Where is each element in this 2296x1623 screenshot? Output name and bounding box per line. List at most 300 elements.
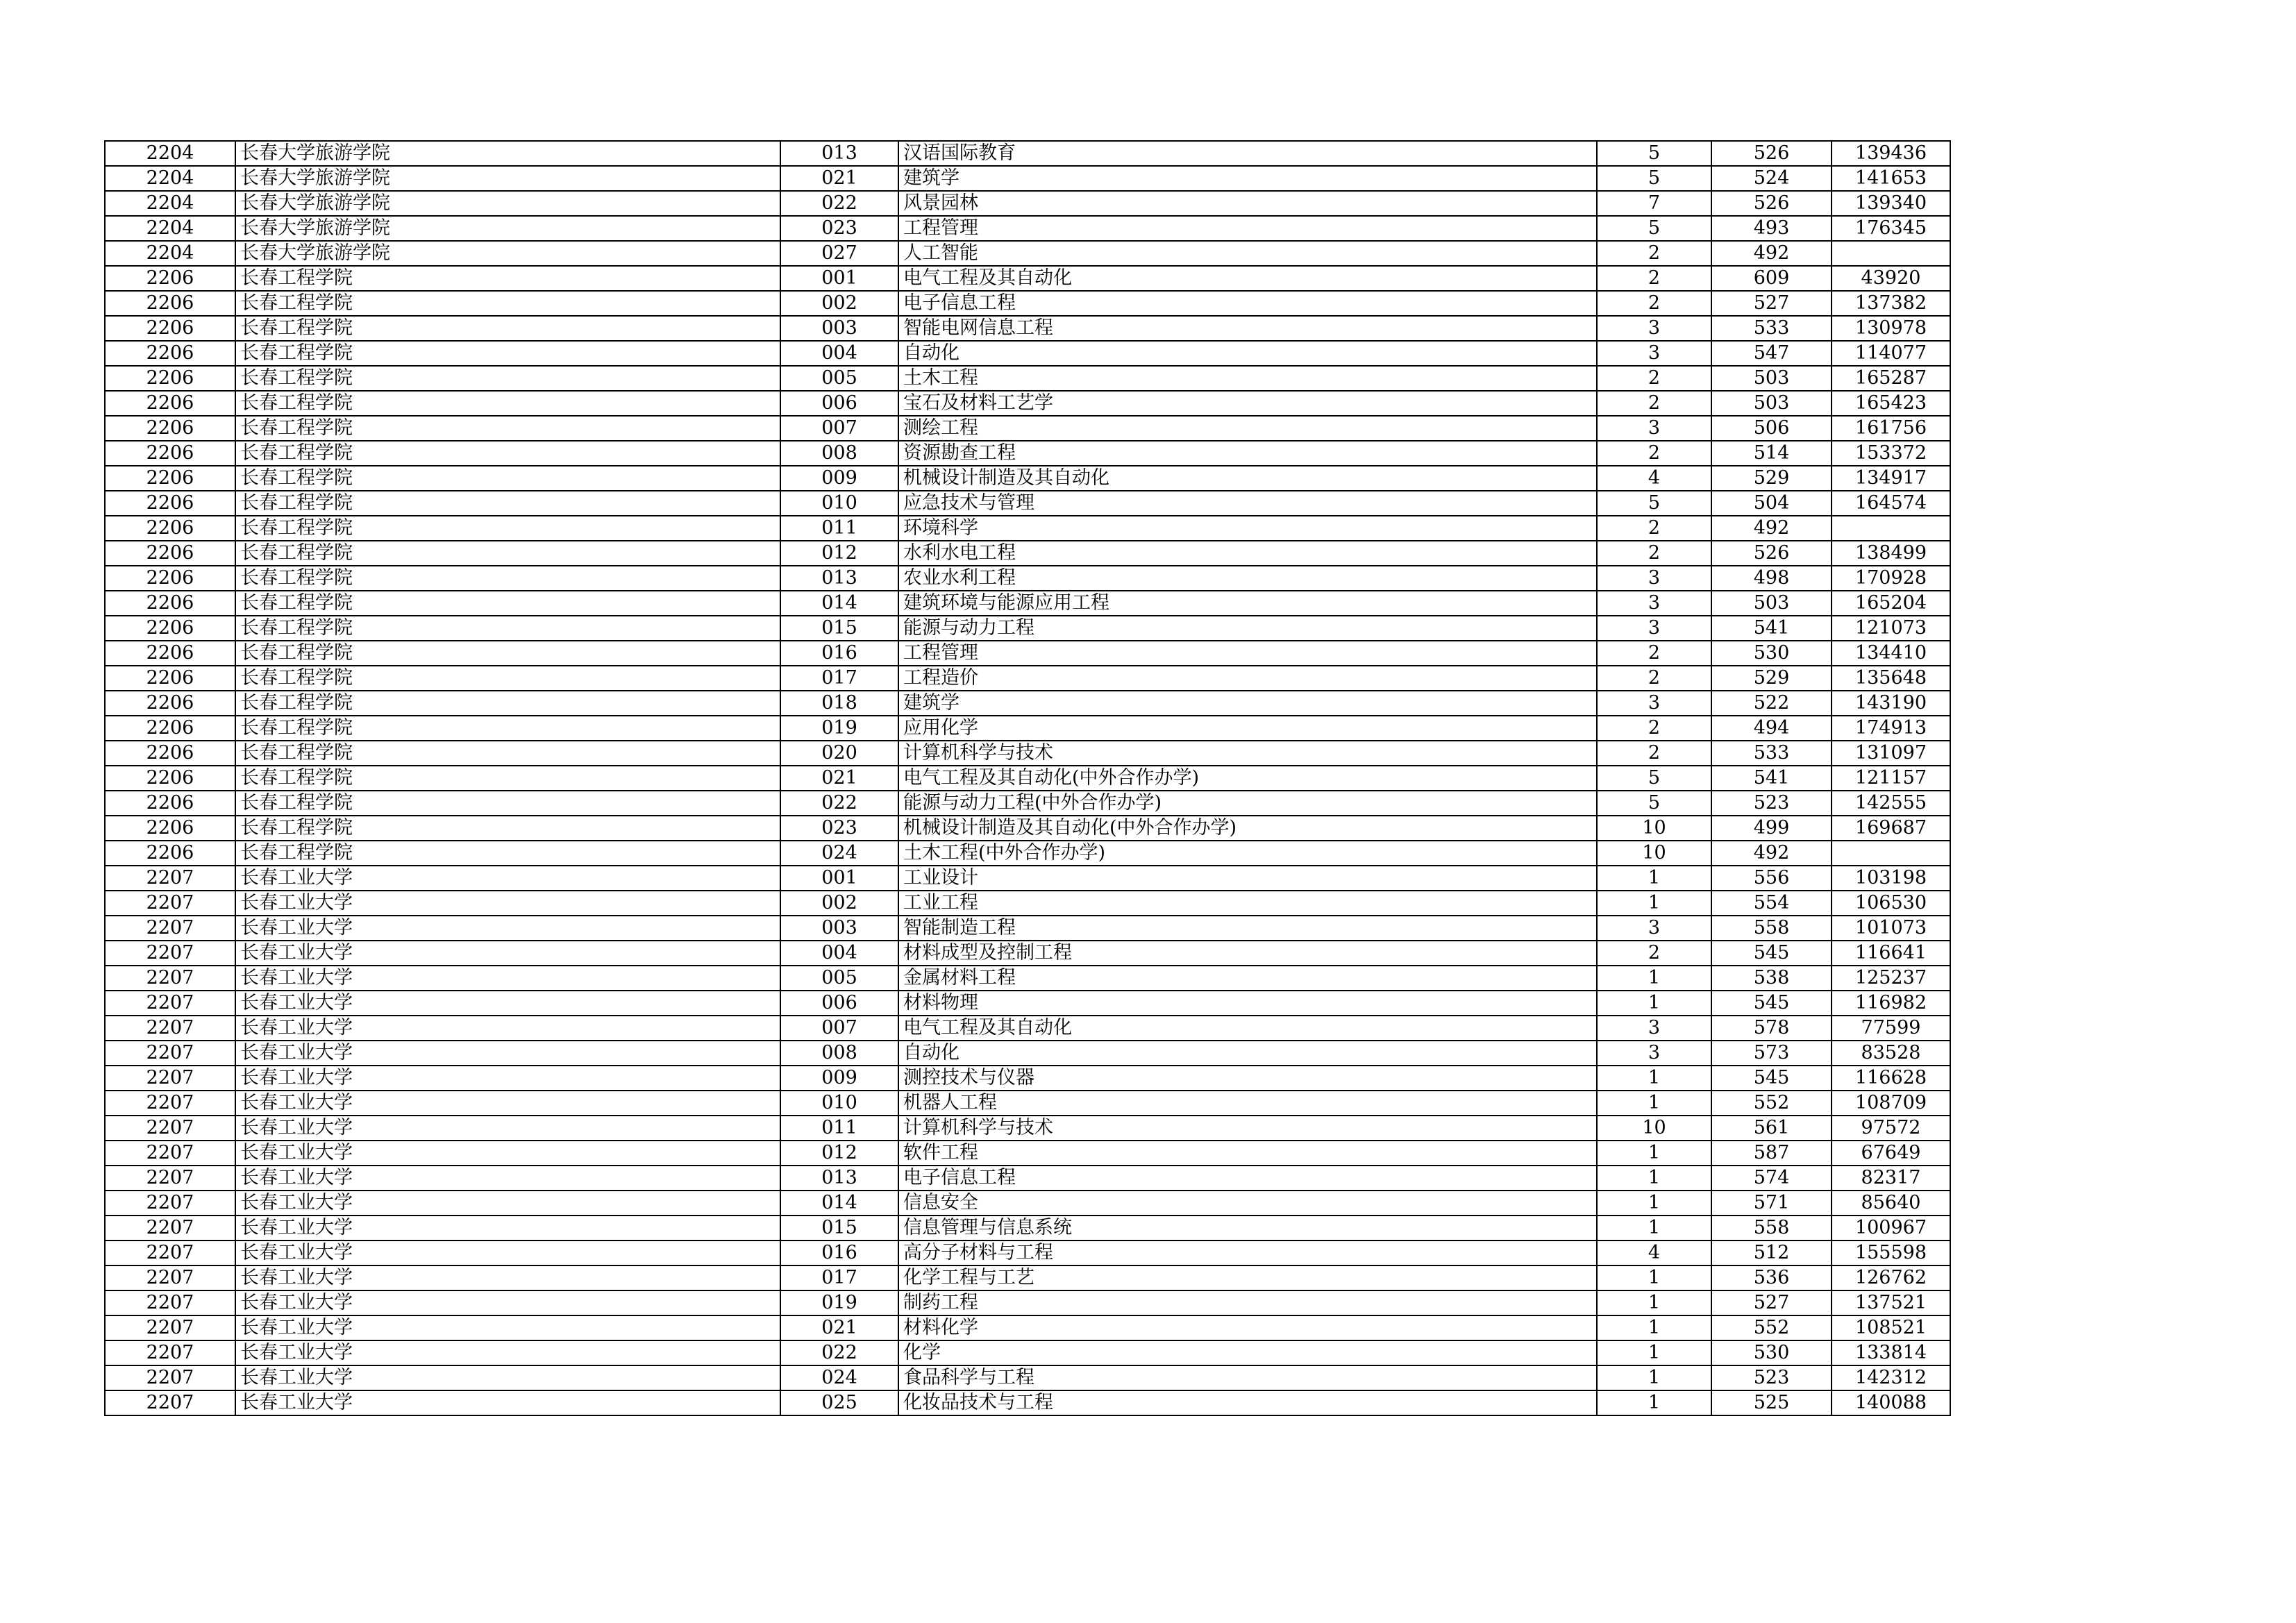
school-code-cell: 2206: [105, 766, 235, 791]
min-rank-cell: 165423: [1832, 391, 1950, 416]
major-code-cell: 017: [780, 1265, 898, 1290]
plan-count-cell: 3: [1597, 591, 1711, 616]
major-name-cell: 制药工程: [898, 1290, 1597, 1315]
major-code-cell: 011: [780, 516, 898, 541]
school-name-cell: 长春大学旅游学院: [235, 141, 780, 166]
major-name-cell: 自动化: [898, 1041, 1597, 1066]
school-name-cell: 长春工程学院: [235, 766, 780, 791]
min-rank-cell: 138499: [1832, 541, 1950, 566]
school-name-cell: 长春工程学院: [235, 391, 780, 416]
school-name-cell: 长春工程学院: [235, 291, 780, 316]
school-code-cell: 2206: [105, 316, 235, 341]
table-row: [105, 491, 1950, 516]
table-row: [105, 1265, 1950, 1290]
min-rank-cell: 139436: [1832, 141, 1950, 166]
table-row: [105, 1365, 1950, 1390]
major-code-cell: 013: [780, 1166, 898, 1191]
school-name-cell: 长春工业大学: [235, 1141, 780, 1166]
min-score-cell: 498: [1711, 566, 1832, 591]
school-name-cell: 长春大学旅游学院: [235, 166, 780, 191]
table-row: [105, 1241, 1950, 1265]
plan-count-cell: 4: [1597, 466, 1711, 491]
min-rank-cell: 133814: [1832, 1340, 1950, 1365]
table-body: [105, 141, 1950, 1415]
major-code-cell: 024: [780, 1365, 898, 1390]
min-score-cell: 587: [1711, 1141, 1832, 1166]
min-score-cell: 554: [1711, 891, 1832, 916]
major-code-cell: 024: [780, 841, 898, 866]
major-name-cell: 材料成型及控制工程: [898, 941, 1597, 966]
min-score-cell: 523: [1711, 1365, 1832, 1390]
min-score-cell: 492: [1711, 841, 1832, 866]
major-name-cell: 工业设计: [898, 866, 1597, 891]
major-name-cell: 宝石及材料工艺学: [898, 391, 1597, 416]
major-name-cell: 食品科学与工程: [898, 1365, 1597, 1390]
table-row: [105, 191, 1950, 216]
school-code-cell: 2207: [105, 1141, 235, 1166]
table-row: [105, 641, 1950, 666]
table-row: [105, 291, 1950, 316]
school-name-cell: 长春工程学院: [235, 666, 780, 691]
table-row: [105, 241, 1950, 266]
school-code-cell: 2206: [105, 291, 235, 316]
school-code-cell: 2207: [105, 1340, 235, 1365]
school-name-cell: 长春工程学院: [235, 341, 780, 366]
min-score-cell: 499: [1711, 816, 1832, 841]
school-name-cell: 长春工程学院: [235, 491, 780, 516]
school-code-cell: 2207: [105, 1166, 235, 1191]
school-name-cell: 长春工程学院: [235, 641, 780, 666]
plan-count-cell: 1: [1597, 1315, 1711, 1340]
school-code-cell: 2206: [105, 666, 235, 691]
min-score-cell: 561: [1711, 1116, 1832, 1141]
min-rank-cell: 137382: [1832, 291, 1950, 316]
table-row: [105, 916, 1950, 941]
school-name-cell: 长春大学旅游学院: [235, 191, 780, 216]
school-code-cell: 2204: [105, 141, 235, 166]
major-name-cell: 测绘工程: [898, 416, 1597, 441]
major-name-cell: 工程造价: [898, 666, 1597, 691]
school-name-cell: 长春工业大学: [235, 1290, 780, 1315]
major-name-cell: 建筑学: [898, 166, 1597, 191]
plan-count-cell: 1: [1597, 1365, 1711, 1390]
min-score-cell: 526: [1711, 191, 1832, 216]
min-rank-cell: 165287: [1832, 366, 1950, 391]
major-name-cell: 电气工程及其自动化: [898, 266, 1597, 291]
school-code-cell: 2206: [105, 641, 235, 666]
table-row: [105, 166, 1950, 191]
min-score-cell: 530: [1711, 1340, 1832, 1365]
table-row: [105, 1315, 1950, 1340]
table-row: [105, 866, 1950, 891]
school-code-cell: 2206: [105, 716, 235, 741]
min-rank-cell: 142555: [1832, 791, 1950, 816]
school-name-cell: 长春工业大学: [235, 1241, 780, 1265]
major-code-cell: 007: [780, 416, 898, 441]
major-code-cell: 014: [780, 1191, 898, 1216]
school-code-cell: 2207: [105, 1390, 235, 1415]
table-row: [105, 566, 1950, 591]
table-row: [105, 541, 1950, 566]
plan-count-cell: 3: [1597, 691, 1711, 716]
major-name-cell: 电气工程及其自动化(中外合作办学): [898, 766, 1597, 791]
major-name-cell: 环境科学: [898, 516, 1597, 541]
min-rank-cell: 100967: [1832, 1216, 1950, 1241]
major-name-cell: 人工智能: [898, 241, 1597, 266]
min-score-cell: 530: [1711, 641, 1832, 666]
major-name-cell: 汉语国际教育: [898, 141, 1597, 166]
min-score-cell: 514: [1711, 441, 1832, 466]
min-score-cell: 523: [1711, 791, 1832, 816]
school-name-cell: 长春工程学院: [235, 791, 780, 816]
min-rank-cell: 125237: [1832, 966, 1950, 991]
plan-count-cell: 1: [1597, 1066, 1711, 1091]
major-code-cell: 003: [780, 316, 898, 341]
min-rank-cell: 108709: [1832, 1091, 1950, 1116]
plan-count-cell: 3: [1597, 1016, 1711, 1041]
min-score-cell: 506: [1711, 416, 1832, 441]
plan-count-cell: 5: [1597, 216, 1711, 241]
school-code-cell: 2207: [105, 1191, 235, 1216]
major-name-cell: 化学工程与工艺: [898, 1265, 1597, 1290]
min-rank-cell: 135648: [1832, 666, 1950, 691]
school-code-cell: 2204: [105, 166, 235, 191]
table-row: [105, 391, 1950, 416]
plan-count-cell: 1: [1597, 1216, 1711, 1241]
table-row: [105, 891, 1950, 916]
plan-count-cell: 10: [1597, 1116, 1711, 1141]
major-code-cell: 005: [780, 366, 898, 391]
major-code-cell: 013: [780, 141, 898, 166]
school-name-cell: 长春工业大学: [235, 1365, 780, 1390]
min-score-cell: 556: [1711, 866, 1832, 891]
min-rank-cell: 155598: [1832, 1241, 1950, 1265]
major-name-cell: 资源勘查工程: [898, 441, 1597, 466]
school-code-cell: 2207: [105, 1241, 235, 1265]
table-row: [105, 666, 1950, 691]
table-row: [105, 941, 1950, 966]
major-code-cell: 015: [780, 616, 898, 641]
plan-count-cell: 1: [1597, 1141, 1711, 1166]
min-score-cell: 538: [1711, 966, 1832, 991]
min-score-cell: 494: [1711, 716, 1832, 741]
major-code-cell: 002: [780, 291, 898, 316]
school-code-cell: 2204: [105, 241, 235, 266]
min-score-cell: 552: [1711, 1315, 1832, 1340]
plan-count-cell: 2: [1597, 941, 1711, 966]
school-code-cell: 2207: [105, 916, 235, 941]
min-rank-cell: 176345: [1832, 216, 1950, 241]
min-score-cell: 574: [1711, 1166, 1832, 1191]
min-score-cell: 492: [1711, 516, 1832, 541]
table-row: [105, 966, 1950, 991]
table-row: [105, 716, 1950, 741]
table-row: [105, 1116, 1950, 1141]
school-code-cell: 2206: [105, 616, 235, 641]
min-score-cell: 558: [1711, 1216, 1832, 1241]
major-code-cell: 025: [780, 1390, 898, 1415]
plan-count-cell: 2: [1597, 541, 1711, 566]
min-score-cell: 503: [1711, 391, 1832, 416]
major-code-cell: 016: [780, 1241, 898, 1265]
min-rank-cell: 140088: [1832, 1390, 1950, 1415]
major-name-cell: 能源与动力工程: [898, 616, 1597, 641]
major-code-cell: 004: [780, 341, 898, 366]
min-rank-cell: 142312: [1832, 1365, 1950, 1390]
min-rank-cell: 116641: [1832, 941, 1950, 966]
major-code-cell: 022: [780, 191, 898, 216]
min-rank-cell: 67649: [1832, 1141, 1950, 1166]
school-name-cell: 长春工业大学: [235, 1166, 780, 1191]
table-row: [105, 466, 1950, 491]
major-code-cell: 022: [780, 791, 898, 816]
major-name-cell: 智能电网信息工程: [898, 316, 1597, 341]
plan-count-cell: 2: [1597, 391, 1711, 416]
min-rank-cell: 161756: [1832, 416, 1950, 441]
school-name-cell: 长春工业大学: [235, 1091, 780, 1116]
school-code-cell: 2206: [105, 491, 235, 516]
school-name-cell: 长春工业大学: [235, 1041, 780, 1066]
table-row: [105, 1390, 1950, 1415]
plan-count-cell: 1: [1597, 1091, 1711, 1116]
school-code-cell: 2207: [105, 1091, 235, 1116]
min-score-cell: 525: [1711, 1390, 1832, 1415]
school-name-cell: 长春工程学院: [235, 541, 780, 566]
plan-count-cell: 3: [1597, 416, 1711, 441]
school-code-cell: 2206: [105, 741, 235, 766]
major-name-cell: 电子信息工程: [898, 291, 1597, 316]
min-rank-cell: 131097: [1832, 741, 1950, 766]
table-row: [105, 1016, 1950, 1041]
table-row: [105, 1340, 1950, 1365]
min-score-cell: 529: [1711, 666, 1832, 691]
min-score-cell: 547: [1711, 341, 1832, 366]
table-row: [105, 816, 1950, 841]
school-code-cell: 2206: [105, 791, 235, 816]
plan-count-cell: 4: [1597, 1241, 1711, 1265]
table-row: [105, 1166, 1950, 1191]
school-name-cell: 长春工业大学: [235, 1066, 780, 1091]
min-rank-cell: 141653: [1832, 166, 1950, 191]
plan-count-cell: 1: [1597, 1166, 1711, 1191]
plan-count-cell: 1: [1597, 1265, 1711, 1290]
min-score-cell: 578: [1711, 1016, 1832, 1041]
min-rank-cell: 174913: [1832, 716, 1950, 741]
min-rank-cell: 170928: [1832, 566, 1950, 591]
major-code-cell: 009: [780, 466, 898, 491]
plan-count-cell: 5: [1597, 166, 1711, 191]
table-row: [105, 1290, 1950, 1315]
major-name-cell: 计算机科学与技术: [898, 741, 1597, 766]
min-score-cell: 503: [1711, 366, 1832, 391]
plan-count-cell: 10: [1597, 816, 1711, 841]
plan-count-cell: 2: [1597, 441, 1711, 466]
min-score-cell: 522: [1711, 691, 1832, 716]
admission-table: [104, 140, 1951, 1416]
min-rank-cell: [1832, 241, 1950, 266]
school-code-cell: 2207: [105, 891, 235, 916]
major-name-cell: 机器人工程: [898, 1091, 1597, 1116]
min-rank-cell: 164574: [1832, 491, 1950, 516]
school-name-cell: 长春工程学院: [235, 841, 780, 866]
plan-count-cell: 3: [1597, 916, 1711, 941]
major-code-cell: 023: [780, 216, 898, 241]
min-score-cell: 524: [1711, 166, 1832, 191]
table-row: [105, 366, 1950, 391]
major-code-cell: 003: [780, 916, 898, 941]
major-name-cell: 工业工程: [898, 891, 1597, 916]
min-rank-cell: 106530: [1832, 891, 1950, 916]
plan-count-cell: 1: [1597, 991, 1711, 1016]
major-name-cell: 化学: [898, 1340, 1597, 1365]
min-rank-cell: 137521: [1832, 1290, 1950, 1315]
plan-count-cell: 10: [1597, 841, 1711, 866]
school-code-cell: 2206: [105, 541, 235, 566]
major-name-cell: 风景园林: [898, 191, 1597, 216]
min-rank-cell: 153372: [1832, 441, 1950, 466]
table-row: [105, 416, 1950, 441]
min-rank-cell: 116982: [1832, 991, 1950, 1016]
min-rank-cell: 114077: [1832, 341, 1950, 366]
school-code-cell: 2207: [105, 1365, 235, 1390]
min-score-cell: 558: [1711, 916, 1832, 941]
major-code-cell: 001: [780, 266, 898, 291]
min-rank-cell: 83528: [1832, 1041, 1950, 1066]
school-name-cell: 长春工程学院: [235, 516, 780, 541]
table-row: [105, 741, 1950, 766]
plan-count-cell: 1: [1597, 1191, 1711, 1216]
major-name-cell: 机械设计制造及其自动化: [898, 466, 1597, 491]
school-code-cell: 2207: [105, 866, 235, 891]
school-name-cell: 长春工程学院: [235, 591, 780, 616]
school-code-cell: 2206: [105, 841, 235, 866]
school-code-cell: 2206: [105, 366, 235, 391]
min-rank-cell: 108521: [1832, 1315, 1950, 1340]
major-name-cell: 金属材料工程: [898, 966, 1597, 991]
school-code-cell: 2206: [105, 691, 235, 716]
min-score-cell: 493: [1711, 216, 1832, 241]
major-name-cell: 智能制造工程: [898, 916, 1597, 941]
major-name-cell: 电子信息工程: [898, 1166, 1597, 1191]
table-row: [105, 516, 1950, 541]
min-rank-cell: 85640: [1832, 1191, 1950, 1216]
school-code-cell: 2207: [105, 966, 235, 991]
table-row: [105, 1216, 1950, 1241]
school-code-cell: 2206: [105, 591, 235, 616]
table-row: [105, 1141, 1950, 1166]
school-code-cell: 2207: [105, 1315, 235, 1340]
table-row: [105, 616, 1950, 641]
major-name-cell: 材料化学: [898, 1315, 1597, 1340]
school-code-cell: 2207: [105, 1116, 235, 1141]
table-row: [105, 341, 1950, 366]
plan-count-cell: 2: [1597, 741, 1711, 766]
min-rank-cell: 139340: [1832, 191, 1950, 216]
min-score-cell: 526: [1711, 141, 1832, 166]
min-score-cell: 504: [1711, 491, 1832, 516]
plan-count-cell: 2: [1597, 641, 1711, 666]
major-code-cell: 016: [780, 641, 898, 666]
school-code-cell: 2206: [105, 416, 235, 441]
major-code-cell: 012: [780, 541, 898, 566]
min-score-cell: 609: [1711, 266, 1832, 291]
major-code-cell: 002: [780, 891, 898, 916]
school-code-cell: 2206: [105, 566, 235, 591]
major-code-cell: 008: [780, 441, 898, 466]
school-code-cell: 2206: [105, 341, 235, 366]
major-code-cell: 010: [780, 491, 898, 516]
school-name-cell: 长春工业大学: [235, 916, 780, 941]
major-code-cell: 008: [780, 1041, 898, 1066]
plan-count-cell: 1: [1597, 966, 1711, 991]
major-name-cell: 应急技术与管理: [898, 491, 1597, 516]
plan-count-cell: 3: [1597, 341, 1711, 366]
major-name-cell: 自动化: [898, 341, 1597, 366]
min-rank-cell: 134410: [1832, 641, 1950, 666]
school-name-cell: 长春工程学院: [235, 716, 780, 741]
major-code-cell: 007: [780, 1016, 898, 1041]
major-name-cell: 农业水利工程: [898, 566, 1597, 591]
min-rank-cell: 101073: [1832, 916, 1950, 941]
major-code-cell: 013: [780, 566, 898, 591]
min-score-cell: 545: [1711, 991, 1832, 1016]
school-code-cell: 2207: [105, 991, 235, 1016]
major-code-cell: 019: [780, 1290, 898, 1315]
school-name-cell: 长春工程学院: [235, 266, 780, 291]
school-name-cell: 长春工业大学: [235, 1390, 780, 1415]
min-score-cell: 533: [1711, 741, 1832, 766]
major-code-cell: 004: [780, 941, 898, 966]
plan-count-cell: 3: [1597, 616, 1711, 641]
major-name-cell: 测控技术与仪器: [898, 1066, 1597, 1091]
major-name-cell: 应用化学: [898, 716, 1597, 741]
min-rank-cell: 143190: [1832, 691, 1950, 716]
major-code-cell: 011: [780, 1116, 898, 1141]
plan-count-cell: 2: [1597, 666, 1711, 691]
major-name-cell: 能源与动力工程(中外合作办学): [898, 791, 1597, 816]
min-score-cell: 527: [1711, 291, 1832, 316]
min-score-cell: 527: [1711, 1290, 1832, 1315]
major-code-cell: 015: [780, 1216, 898, 1241]
school-name-cell: 长春工业大学: [235, 966, 780, 991]
min-rank-cell: 43920: [1832, 266, 1950, 291]
major-name-cell: 工程管理: [898, 216, 1597, 241]
min-rank-cell: [1832, 841, 1950, 866]
plan-count-cell: 2: [1597, 241, 1711, 266]
table-row: [105, 841, 1950, 866]
plan-count-cell: 2: [1597, 516, 1711, 541]
min-rank-cell: 169687: [1832, 816, 1950, 841]
school-name-cell: 长春工程学院: [235, 366, 780, 391]
min-score-cell: 541: [1711, 616, 1832, 641]
table-row: [105, 766, 1950, 791]
min-score-cell: 529: [1711, 466, 1832, 491]
plan-count-cell: 5: [1597, 766, 1711, 791]
school-name-cell: 长春工程学院: [235, 816, 780, 841]
min-rank-cell: 121073: [1832, 616, 1950, 641]
table-row: [105, 991, 1950, 1016]
school-name-cell: 长春工业大学: [235, 941, 780, 966]
plan-count-cell: 5: [1597, 491, 1711, 516]
school-name-cell: 长春工业大学: [235, 866, 780, 891]
min-score-cell: 541: [1711, 766, 1832, 791]
min-score-cell: 536: [1711, 1265, 1832, 1290]
school-name-cell: 长春工程学院: [235, 616, 780, 641]
table-row: [105, 791, 1950, 816]
plan-count-cell: 7: [1597, 191, 1711, 216]
plan-count-cell: 5: [1597, 791, 1711, 816]
min-rank-cell: 130978: [1832, 316, 1950, 341]
